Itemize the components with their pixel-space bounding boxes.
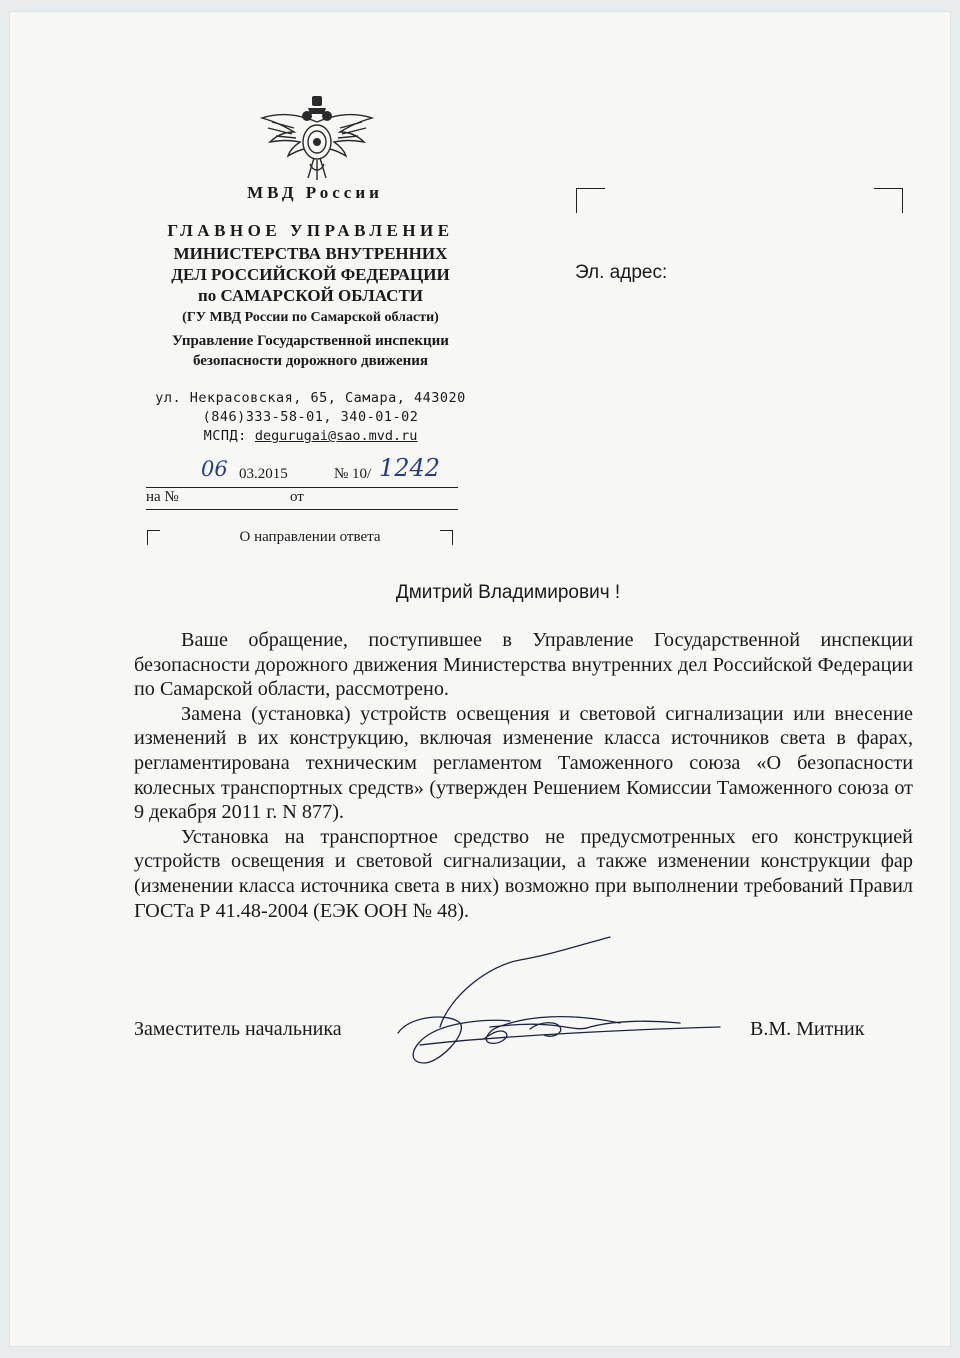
org-name-line-3: ДЕЛ РОССИЙСКОЙ ФЕДЕРАЦИИ bbox=[171, 265, 450, 284]
reply-from-label: от bbox=[290, 489, 304, 505]
recipient-bracket-right bbox=[874, 188, 903, 213]
org-name-line-1: ГЛАВНОЕ УПРАВЛЕНИЕ bbox=[167, 221, 454, 240]
subject-bracket-left bbox=[147, 530, 160, 545]
signatory-name: В.М. Митник bbox=[750, 1018, 865, 1040]
postal-address: ул. Некрасовская, 65, Самара, 443020 bbox=[155, 390, 466, 406]
org-name-line-4: по САМАРСКОЙ ОБЛАСТИ bbox=[197, 286, 424, 305]
signatory-position: Заместитель начальника bbox=[134, 1018, 342, 1040]
department-line-2: безопасности дорожного движения bbox=[192, 353, 429, 369]
org-name-line-2: МИНИСТЕРСТВА ВНУТРЕННИХ bbox=[173, 244, 448, 263]
org-short-name: (ГУ МВД России по Самарской области) bbox=[182, 310, 439, 325]
handwritten-number: 1242 bbox=[379, 454, 441, 482]
greeting: Дмитрий Владимирович ! bbox=[395, 582, 621, 603]
mspd-label: МСПД: bbox=[203, 428, 247, 444]
mspd-contact bbox=[133, 428, 488, 444]
body-paragraph: Ваше обращение, поступившее в Управление Государственной инспекции безопасности дорожного движения Министерства внутренних дел Российской Федерации по Самарской области, рассмотрено. bbox=[134, 629, 913, 701]
registration-date: 03.2015 bbox=[239, 466, 288, 482]
registration-line bbox=[146, 454, 458, 488]
reply-reference-line bbox=[146, 489, 458, 510]
body-paragraph: Установка на транспортное средство не предусмотренных его конструкцией устройств освещения и световой сигнализации, а также изменении конструкции фар (изменении класса источника света в них) возможно при выполнении требований Правил ГОСТа Р 41.48-2004 (ЕЭК ООН № 48). bbox=[134, 825, 913, 922]
mvd-russia-label: МВД России bbox=[247, 183, 383, 202]
mspd-email-link[interactable]: degurugai@sao.mvd.ru bbox=[254, 428, 418, 444]
handwritten-signature bbox=[380, 935, 740, 1070]
letter-body bbox=[134, 628, 913, 923]
phone-numbers: (846)333-58-01, 340-01-02 bbox=[202, 409, 419, 425]
eagle-emblem-icon bbox=[258, 92, 376, 184]
department-line-1: Управление Государственной инспекции bbox=[172, 333, 449, 349]
letter-subject: О направлении ответа bbox=[239, 529, 381, 545]
handwritten-day: 06 bbox=[201, 457, 228, 481]
registration-number-prefix: № 10/ bbox=[334, 466, 372, 482]
recipient-bracket-left bbox=[576, 188, 605, 213]
subject-bracket-right bbox=[440, 530, 453, 545]
body-paragraph: Замена (установка) устройств освещения и световой сигнализации или внесение изменений в их конструкцию, включая изменение класса источников света в фарах, регламентирована техническим регламентом Таможенного союза «О безопасности колесных транспортных средств» (утвержден Решением Комиссии Таможенного союза от 9 декабря 2011 г. N 877). bbox=[134, 702, 913, 824]
recipient-email-label: Эл. адрес: bbox=[575, 262, 668, 283]
reply-to-label: на № bbox=[146, 489, 179, 505]
